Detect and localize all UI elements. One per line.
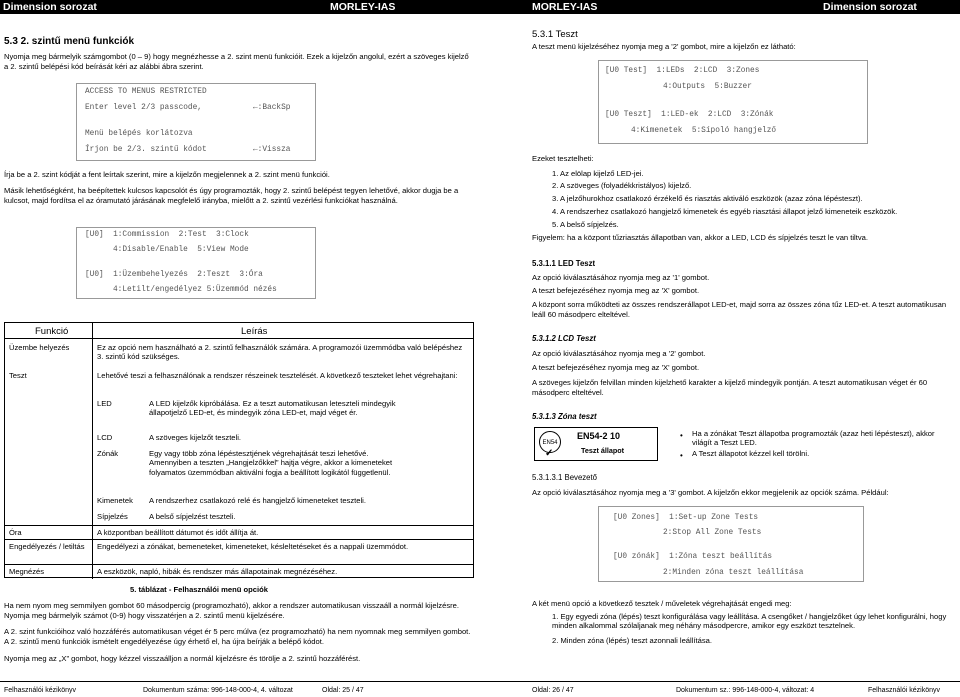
lcd-line: Enter level 2/3 passcode, [85, 104, 202, 112]
en54-title: EN54-2 10 [577, 431, 621, 441]
sub-key: Zónák [97, 449, 119, 458]
subsection-title: 5.3.1.2 LCD Teszt [532, 334, 596, 343]
table-cell-function: Megnézés [9, 567, 45, 576]
page-header [0, 0, 480, 14]
lcd-line: Írjon be 2/3. szintű kódot [85, 146, 207, 154]
lcd-display-passcode [76, 83, 316, 161]
lcd-line: [U0] 1:Commission 2:Test 3:Clock [85, 231, 249, 239]
header-series: Dimension sorozat [3, 1, 97, 13]
footer-docnum: Dokumentum száma: 996-148-000-4, 4. változat [143, 687, 293, 694]
lcd-line: Menü belépés korlátozva [85, 130, 193, 138]
sub-key: LCD [97, 433, 113, 442]
lcd-line: [U0] 1:Üzembehelyezés 2:Teszt 3:Óra [85, 271, 263, 279]
table-cell-description: A központban beállított dátumot és időt állítja át. [97, 528, 259, 537]
operation-item: 2. Minden zóna (lépés) teszt azonnali leállítása. [552, 636, 712, 645]
subsection-title-text: 5.3.1.1 LED Teszt [532, 259, 596, 268]
sub-key: LED [97, 399, 112, 408]
intro-text: A teszt menü kijelzéséhez nyomja meg a '2' gombot, mire a kijelzőn ez látható: [532, 42, 796, 51]
section-title: 5.3.1 Teszt [532, 29, 578, 40]
lcd-line: 2:Stop All Zone Tests [663, 529, 762, 537]
lcd-display-zones [598, 506, 864, 582]
footer-docnum: Dokumentum sz.: 996-148-000-4, változat: 4 [676, 687, 815, 694]
footer-page: Oldal: 26 / 47 [532, 687, 574, 694]
paragraph: Az opció kiválasztásához nyomja meg a '2' gombot. [532, 349, 706, 358]
footer-manual: Felhasználói kézikönyv [4, 687, 76, 694]
table-cell-description: Lehetővé teszi a felhasználónak a rendszer részeinek tesztelését. A következő teszteket lehet végrehajtani: [97, 371, 458, 380]
footer-manual: Felhasználói kézikönyv [868, 687, 940, 694]
intro-text: Nyomja meg bármelyik számgombot (0 – 9) hogy megnézhesse a 2. szint menü funkcióit. Ezek a kijelzőn angolul, ezért a szöveges kijelző a 2. szintű belépési kód beírását kéri az alábbi ábra szerint. [4, 52, 469, 71]
subsection-title [532, 259, 595, 269]
paragraph: Az opció kiválasztásához nyomja meg a '3' gombot. A kijelzőn ekkor megjelenik az opciók száma. Például: [532, 488, 889, 497]
paragraph: A teszt befejezéséhez nyomja meg az 'X' gombot. [532, 286, 700, 295]
lcd-line: ←:BackSp [253, 104, 291, 112]
lcd-line: ←:Vissza [253, 146, 291, 154]
table-cell-function: Teszt [9, 371, 27, 380]
lcd-line: [U0 Test] 1:LEDs 2:LCD 3:Zones [605, 67, 760, 75]
check-icon: ✓ [545, 448, 554, 459]
paragraph: A 2. szint funkcióihoz való hozzáférés automatikusan véget ér 5 perc múlva (ez programozható) ha nem nyomnak meg semmilyen gombot. A 2. szintű menü funkciók ismételt engedélyezése úgy érhető el, ha újra beírják a belépő kódot. [4, 627, 471, 646]
paragraph: Az opció kiválasztásához nyomja meg az '1' gombot. [532, 273, 710, 282]
paragraph: A szöveges kijelzőn felvillan minden kijelzhető karakter a kijelző mindegyik pontján. A teszt automatikusan véget ér 60 másodperc elteltével. [532, 378, 928, 397]
lcd-line: [U0 zónák] 1:Zóna teszt beállítás [613, 553, 773, 561]
test-item: 3. A jelzőhurokhoz csatlakozó érzékelő és riasztás aktiváló eszközök (azaz zóna lépésteszt). [552, 194, 863, 203]
test-item: 2. A szöveges (folyadékkristályos) kijelző. [552, 181, 692, 190]
subsection-title: 5.3.1.3.1 Bevezető [532, 473, 598, 482]
paragraph: A központ sorra működteti az összes rendszerállapot LED-et, majd sorra az összes zóna tűz LED-et. A teszt automatikusan leáll 60 másodperc elteltével. [532, 300, 947, 319]
right-page [480, 0, 960, 697]
lcd-line: 4:Disable/Enable 5:View Mode [113, 246, 249, 254]
paragraph: Írja be a 2. szint kódját a fent leírtak szerint, mire a kijelzőn megjelennek a 2. szint menü funkciói. [4, 170, 330, 179]
lcd-display-test [598, 60, 868, 144]
lcd-line: [U0 Teszt] 1:LED-ek 2:LCD 3:Zónák [605, 111, 774, 119]
bullet-text: Ha a zónákat Teszt állapotba programozták (azaz heti lépésteszt), akkor világít a Teszt LED. [692, 429, 935, 448]
sub-value: A szöveges kijelzőt teszteli. [149, 433, 242, 442]
lcd-line: 4:Kimenetek 5:Sípoló hangjelző [631, 127, 777, 135]
table-header-function: Funkció [35, 326, 69, 337]
test-item: 5. A belső sípjelzés. [552, 220, 619, 229]
table-cell-description: Engedélyezi a zónákat, bemeneteket, kimeneteket, késleltetéseket és a nappali üzemmódot. [97, 542, 409, 551]
sub-value: A LED kijelzők kipróbálása. Ez a teszt automatikusan leteszteli mindegyik állapotjelző LED-et, és mindegyik zóna LED-et, majd véget ér. [149, 399, 396, 418]
lcd-line: ACCESS TO MENUS RESTRICTED [85, 88, 207, 96]
lcd-line: 4:Outputs 5:Buzzer [663, 83, 752, 91]
bullet-icon: • [680, 431, 683, 440]
footer-page: Oldal: 25 / 47 [322, 687, 364, 694]
sub-value: A rendszerhez csatlakozó relé és hangjelző kimeneteket teszteli. [149, 496, 366, 505]
header-brand: MORLEY-IAS [330, 1, 396, 13]
lcd-line: 2:Minden zóna teszt leállítása [663, 569, 804, 577]
en54-logo-icon: EN54 [539, 431, 561, 453]
paragraph: Másik lehetőségként, ha beépítettek kulcsos kapcsolót és úgy programozták, hogy 2. szintű belépést tegyen lehetővé, akkor dugja be a kulcsot, majd fordítsa el az óramutató járásának megfelelő irányba, mielőtt a 2. szintű vezérlési funkciókat használná. [4, 186, 459, 205]
header-series: Dimension sorozat [823, 1, 917, 13]
en54-badge [534, 427, 658, 461]
table-cell-description: Ez az opció nem használható a 2. szintű felhasználók számára. A programozói üzemmódba való belépéshez 3. szintű kód szükséges. [97, 343, 463, 362]
table-cell-description: A eszközök, napló, hibák és rendszer más állapotainak megnézéséhez. [97, 567, 338, 576]
sub-key: Kimenetek [97, 496, 133, 505]
lcd-display-menu [76, 227, 316, 299]
sub-value: A belső sípjelzést teszteli. [149, 512, 236, 521]
sub-key: Sípjelzés [97, 512, 128, 521]
paragraph: Ha nem nyom meg semmilyen gombot 60 másodpercig (programozható), akkor a rendszer automatikusan visszaáll a normál kijelzésre. Nyomja meg bármelyik számot (0-9) hogy visszatérjen a 2. szintű menü kijelzésére. [4, 601, 459, 620]
paragraph: A két menü opció a következő tesztek / műveletek végrehajtását engedi meg: [532, 599, 792, 608]
table-cell-function: Engedélyezés / letiltás [9, 542, 85, 551]
table-caption: 5. táblázat - Felhasználói menü opciók [130, 585, 268, 594]
table-cell-function: Óra [9, 528, 22, 537]
function-table [4, 322, 474, 578]
sub-value: Egy vagy több zóna lépéstesztjének végrehajtását teszi lehetővé. Amennyiben a teszten „Hangjelzőkkel” hajtja végre, akkor a kimeneteket folyamatos üzemmódban aktiválni fogja a beállított logikától függetlenül. [149, 449, 393, 477]
en54-subtitle: Teszt állapot [581, 446, 624, 455]
lcd-line: 4:Letilt/engedélyez 5:Üzemmód nézés [113, 286, 277, 294]
header-brand: MORLEY-IAS [532, 1, 598, 13]
page-footer [0, 681, 480, 697]
table-header-description: Leírás [241, 326, 268, 337]
lcd-line: [U0 Zones] 1:Set-up Zone Tests [613, 514, 759, 522]
test-item: 1. Az elölap kijelző LED-jei. [552, 169, 644, 178]
paragraph: Nyomja meg az „X” gombot, hogy kézzel visszaálljon a normál kijelzésre és törölje a 2. szintű hozzáférést. [4, 654, 361, 663]
operation-item: 1. Egy egyedi zóna (lépés) teszt konfigurálása vagy leállítása. A csengőket / hangjelzőket úgy lehet konfigurálni, hogy minden alkalommal szólaljanak meg néhány másodpercre, amikor egy eszközt tesztelnek. [552, 612, 947, 631]
section-title: 5.3 2. szintű menü funkciók [4, 36, 135, 47]
subsection-title: 5.3.1.3 Zóna teszt [532, 412, 597, 421]
paragraph: A teszt befejezéséhez nyomja meg az 'X' gombot. [532, 363, 700, 372]
page-footer [480, 681, 960, 697]
table-cell-function: Üzembe helyezés [9, 343, 70, 352]
tests-label: Ezeket tesztelheti: [532, 154, 594, 163]
note-text: Figyelem: ha a központ tűzriasztás állapotban van, akkor a LED, LCD és sípjelzés teszt le van tiltva. [532, 233, 868, 242]
bullet-icon: • [680, 451, 683, 460]
test-item: 4. A rendszerhez csatlakozó hangjelző kimenetek és egyéb riasztási állapot jelző kimeneteik eszközök. [552, 207, 898, 216]
bullet-text: A Teszt állapotot kézzel kell törölni. [692, 449, 810, 458]
page-header [480, 0, 960, 14]
